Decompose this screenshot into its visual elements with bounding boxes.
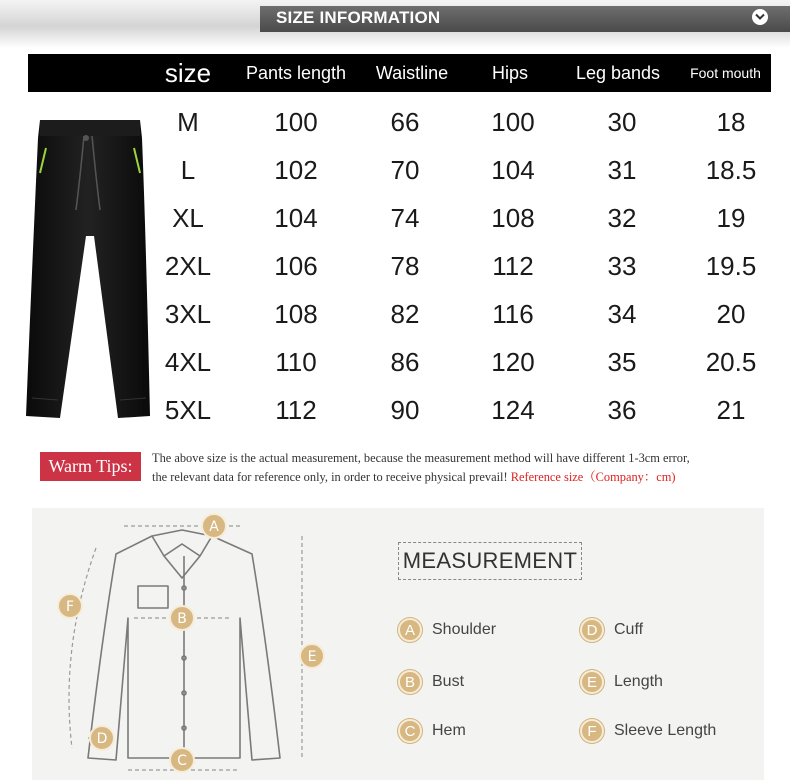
- foot-mouth-cell: 21: [716, 394, 746, 425]
- header-banner: [0, 0, 790, 48]
- table-row: [0, 338, 790, 386]
- table-row: [0, 194, 790, 242]
- legend-badge: C: [398, 719, 422, 743]
- table-row: [0, 98, 790, 146]
- legend-item-cuff: [580, 617, 643, 643]
- foot-mouth-cell: 20: [716, 298, 746, 329]
- waistline-cell: 74: [390, 202, 420, 233]
- legend-label: Bust: [432, 673, 465, 690]
- pants-length-cell: 104: [274, 202, 318, 233]
- svg-text:D: D: [96, 731, 108, 747]
- legend-badge: E: [580, 670, 604, 694]
- foot-mouth-cell: 19: [716, 202, 746, 233]
- size-cell: 3XL: [164, 298, 212, 329]
- waistline-cell: 82: [390, 298, 420, 329]
- column-header-waistline: Waistline: [375, 62, 449, 83]
- svg-text:E: E: [307, 649, 317, 665]
- reference-size-note: Reference size（Company：cm): [510, 470, 676, 484]
- pants-length-cell: 110: [275, 346, 317, 377]
- pants-length-cell: 102: [274, 154, 318, 185]
- column-header-foot-mouth: Foot mouth: [690, 65, 761, 81]
- size-cell: XL: [172, 202, 204, 233]
- legend-badge: D: [580, 618, 604, 642]
- diagram-marker-B: [170, 606, 194, 630]
- legend-label: Length: [614, 673, 663, 690]
- legend-item-length: [580, 669, 663, 695]
- foot-mouth-cell: 18.5: [705, 154, 757, 185]
- svg-text:B: B: [177, 611, 187, 627]
- legend-item-shoulder: [398, 617, 496, 643]
- size-table-header: [28, 54, 771, 92]
- diagram-marker-D: [90, 726, 114, 750]
- hips-cell: 108: [491, 202, 535, 233]
- svg-text:F: F: [65, 599, 75, 615]
- diagram-marker-F: [58, 594, 82, 618]
- hips-cell: 112: [492, 250, 534, 281]
- waistline-cell: 70: [390, 154, 420, 185]
- tips-line-2: [152, 468, 772, 487]
- legend-badge: F: [580, 719, 604, 743]
- diagram-marker-E: [300, 644, 324, 668]
- svg-text:A: A: [209, 519, 219, 535]
- table-row: [0, 146, 790, 194]
- hips-cell: 100: [491, 106, 535, 137]
- waistline-cell: 86: [390, 346, 420, 377]
- warm-tips-text: [152, 449, 772, 487]
- size-cell: L: [180, 154, 196, 185]
- table-row: [0, 242, 790, 290]
- size-cell: 5XL: [164, 394, 212, 425]
- measurement-title: MEASUREMENT: [398, 542, 582, 580]
- table-row: [0, 290, 790, 338]
- foot-mouth-cell: 18: [716, 106, 746, 137]
- tips-line-2-text: the relevant data for reference only, in order to receive physical prevail!: [152, 470, 508, 484]
- size-cell: 2XL: [164, 250, 212, 281]
- legend-label: Shoulder: [432, 621, 497, 638]
- leg-bands-cell: 31: [607, 154, 637, 185]
- hips-cell: 104: [491, 154, 535, 185]
- legend-item-bust: [398, 669, 464, 695]
- column-header-leg-bands: Leg bands: [575, 62, 661, 83]
- legend-item-sleeve-length: [580, 718, 716, 744]
- warm-tips-label: Warm Tips:: [40, 452, 141, 481]
- svg-text:C: C: [177, 753, 187, 769]
- leg-bands-cell: 33: [607, 250, 637, 281]
- tips-line-1: The above size is the actual measurement, because the measurement method will have different 1-3cm error,: [152, 451, 690, 465]
- column-header-pants-length: Pants length: [245, 62, 347, 83]
- hips-cell: 120: [491, 346, 535, 377]
- legend-label: Hem: [432, 722, 466, 739]
- chevron-down-icon[interactable]: [752, 9, 768, 25]
- table-row: [0, 386, 790, 434]
- pants-length-cell: 106: [274, 250, 318, 281]
- diagram-marker-A: [202, 514, 226, 538]
- leg-bands-cell: 36: [607, 394, 637, 425]
- pants-length-cell: 100: [274, 106, 318, 137]
- leg-bands-cell: 34: [607, 298, 637, 329]
- waistline-cell: 66: [390, 106, 420, 137]
- leg-bands-cell: 30: [607, 106, 637, 137]
- column-header-hips: Hips: [491, 62, 528, 83]
- foot-mouth-cell: 20.5: [705, 346, 757, 377]
- foot-mouth-cell: 19.5: [705, 250, 757, 281]
- legend-label: Cuff: [614, 621, 644, 638]
- waistline-cell: 90: [390, 394, 420, 425]
- page-title: SIZE INFORMATION: [276, 8, 441, 27]
- size-cell: 4XL: [164, 346, 212, 377]
- pants-length-cell: 112: [275, 394, 317, 425]
- diagram-marker-C: [170, 748, 194, 772]
- waistline-cell: 78: [390, 250, 420, 281]
- pants-length-cell: 108: [274, 298, 318, 329]
- hips-cell: 124: [491, 394, 535, 425]
- legend-label: Sleeve Length: [614, 722, 717, 739]
- leg-bands-cell: 32: [607, 202, 637, 233]
- size-cell: M: [177, 106, 199, 137]
- shirt-diagram: [32, 508, 362, 780]
- column-header-size: size: [164, 57, 212, 88]
- legend-badge: A: [398, 618, 422, 642]
- leg-bands-cell: 35: [607, 346, 637, 377]
- hips-cell: 116: [492, 298, 534, 329]
- legend-badge: B: [398, 670, 422, 694]
- legend-item-hem: [398, 718, 466, 744]
